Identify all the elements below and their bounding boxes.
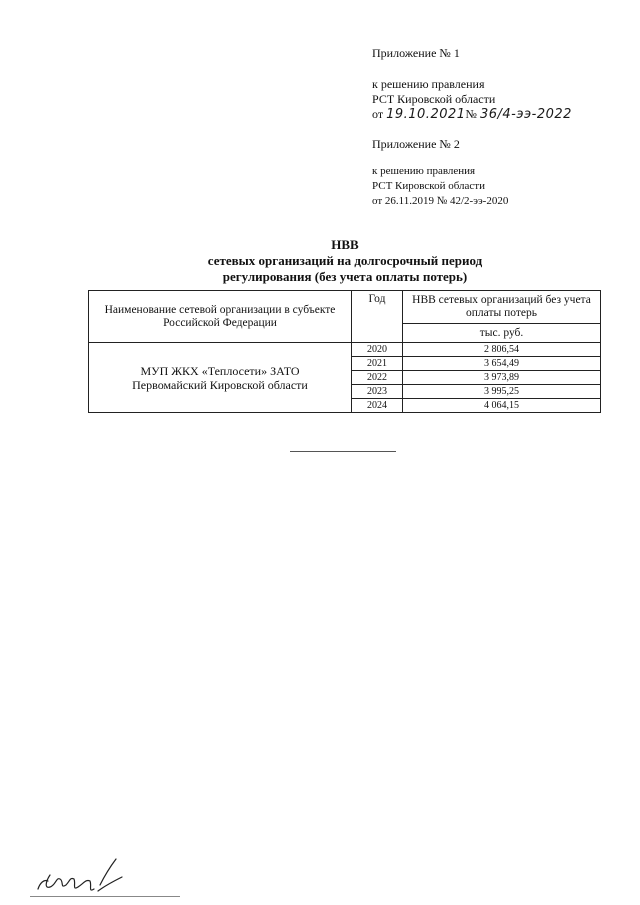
- annex-1-title: Приложение № 1: [372, 46, 460, 60]
- heading-line-2: сетевых организаций на долгосрочный период: [207, 253, 483, 268]
- handwritten-signature: [30, 855, 140, 897]
- organization-name: МУП ЖКХ «Теплосети» ЗАТО Первомайский Кировской области: [89, 343, 352, 413]
- end-separator-line: [290, 451, 396, 452]
- value-cell: 4 064,15: [403, 399, 601, 413]
- year-cell: 2022: [352, 371, 403, 385]
- value-cell: 3 973,89: [403, 371, 601, 385]
- annex-1-handwritten-date: 19.10.2021: [386, 107, 466, 122]
- heading-line-3: регулирования (без учета оплаты потерь): [222, 269, 468, 284]
- annex-2-date-number-line: от 26.11.2019 № 42/2-ээ-2020: [372, 195, 509, 207]
- annex-2-authority-line: РСТ Кировской области: [372, 180, 485, 192]
- header-year: Год: [352, 291, 403, 343]
- table-header-row: [89, 291, 601, 324]
- header-nvv: НВВ сетевых организаций без учета оплаты потерь: [403, 291, 601, 324]
- annex-1-decision-line: к решению правления: [372, 77, 485, 91]
- header-organization: Наименование сетевой организации в субъекте Российской Федерации: [89, 291, 352, 343]
- signature-underline: [30, 896, 180, 897]
- value-cell: 3 654,49: [403, 357, 601, 371]
- heading-line-1: НВВ: [331, 237, 359, 252]
- year-cell: 2021: [352, 357, 403, 371]
- year-cell: 2020: [352, 343, 403, 357]
- annex-1-authority-line: РСТ Кировской области: [372, 92, 496, 106]
- document-heading: [0, 237, 640, 285]
- annex-1-block: [372, 46, 572, 122]
- annex-2-block: [372, 137, 508, 209]
- year-cell: 2024: [352, 399, 403, 413]
- nvv-table: [88, 290, 601, 413]
- table-row: [89, 343, 601, 357]
- annex-1-number-prefix: №: [465, 107, 477, 121]
- annex-1-date-prefix: от: [372, 107, 384, 121]
- annex-1-handwritten-number: 36/4-ээ-2022: [479, 107, 572, 122]
- value-cell: 3 995,25: [403, 385, 601, 399]
- annex-2-decision-line: к решению правления: [372, 165, 476, 177]
- value-cell: 2 806,54: [403, 343, 601, 357]
- annex-1-date-line: [372, 107, 572, 122]
- annex-2-title: Приложение № 2: [372, 137, 460, 151]
- year-cell: 2023: [352, 385, 403, 399]
- header-unit: тыс. руб.: [403, 324, 601, 343]
